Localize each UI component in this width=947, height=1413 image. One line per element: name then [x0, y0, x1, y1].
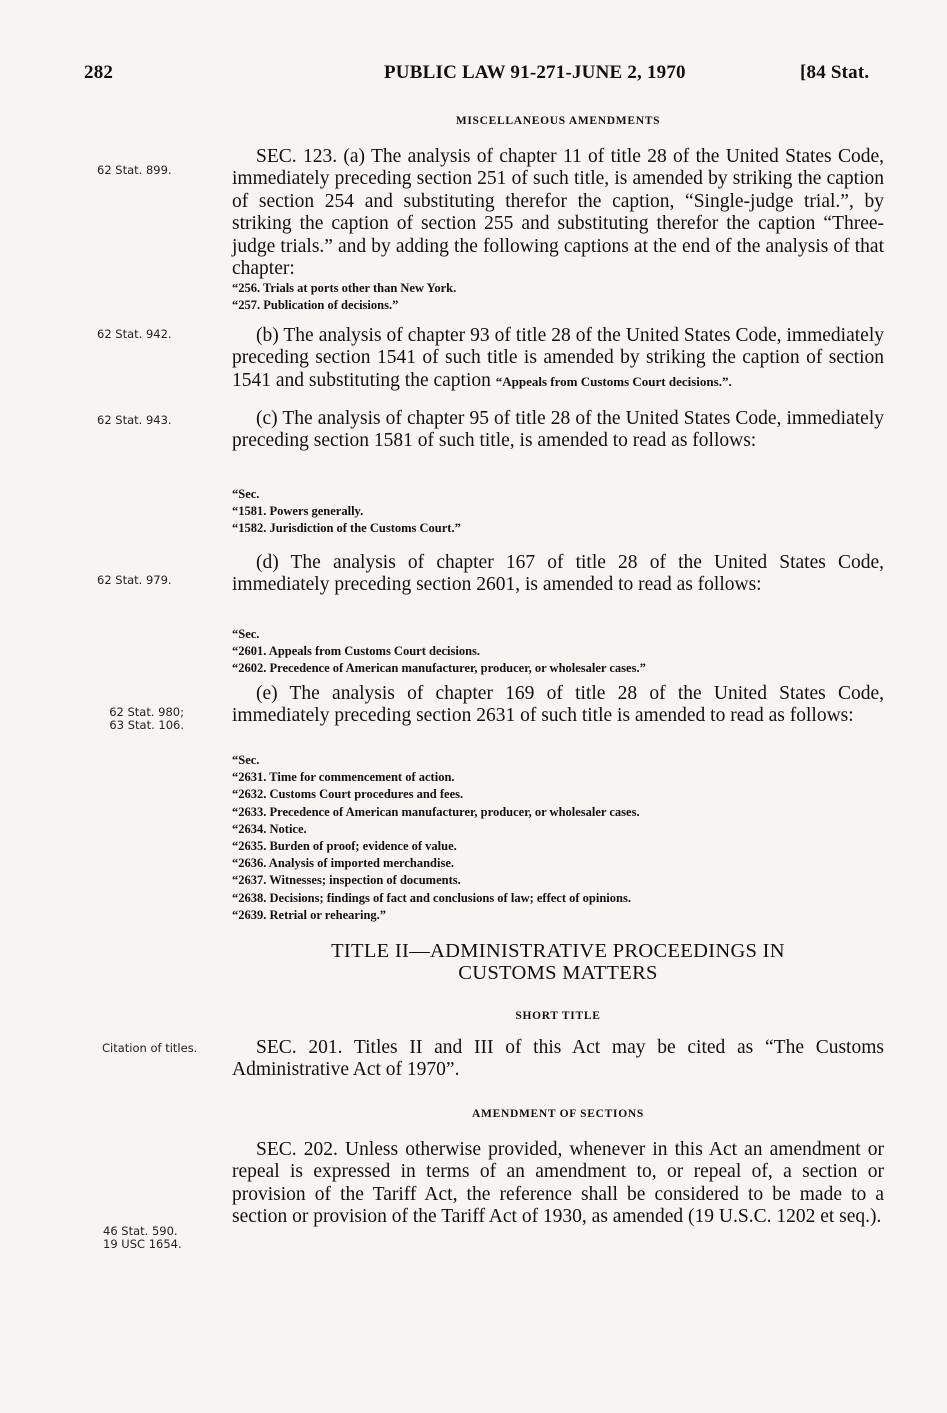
- list-item: “2632. Customs Court procedures and fees.: [232, 787, 464, 802]
- sec-123-a-captions: [232, 280, 892, 314]
- sec-123-c-list: [232, 486, 892, 538]
- margin-note-line: 62 Stat. 980;: [109, 705, 184, 719]
- sec-123-d: (d) The analysis of chapter 167 of title 28 of the United States Code, immediately preceding section 2601, is amended to read as follows:: [232, 552, 884, 596]
- list-item: “2639. Retrial or rehearing.”: [232, 907, 387, 922]
- sec-123-b-caption: “Appeals from Customs Court decisions.”.: [495, 373, 732, 389]
- list-item: “2601. Appeals from Customs Court decisions.: [232, 644, 481, 659]
- margin-note-line: 63 Stat. 106.: [109, 718, 184, 732]
- sec-123-e-list: [232, 752, 892, 924]
- list-item: “2637. Witnesses; inspection of documents.: [232, 873, 461, 888]
- list-item: “256. Trials at ports other than New York.: [232, 281, 457, 295]
- margin-note-line: 19 USC 1654.: [103, 1237, 182, 1251]
- list-item: “2633. Precedence of American manufacturer, producer, or wholesaler cases.: [232, 804, 640, 819]
- list-item: “257. Publication of decisions.”: [232, 298, 399, 313]
- sec-123-d-list: [232, 626, 892, 678]
- title-ii-line-2: CUSTOMS MATTERS: [458, 962, 658, 984]
- margin-note-62-stat-942: 62 Stat. 942.: [97, 327, 172, 341]
- margin-note-line: 46 Stat. 590.: [103, 1224, 178, 1238]
- sec-123-a: SEC. 123. (a) The analysis of chapter 11 of title 28 of the United States Code, immediately preceding section 251 of such title, is amended by striking the caption of section 254 and substituting therefor the caption, “Single-judge trial.”, by striking the caption of section 255 and substituting therefor the caption “Three-judge trials.” and by adding the following captions at the end of the analysis of that chapter:: [232, 146, 884, 280]
- list-item: “1581. Powers generally.: [232, 504, 364, 519]
- list-item: “2635. Burden of proof; evidence of value.: [232, 839, 457, 854]
- short-title-heading: SHORT TITLE: [515, 1010, 601, 1022]
- margin-note-62-stat-980: [98, 706, 184, 732]
- list-item: “2636. Analysis of imported merchandise.: [232, 856, 454, 871]
- list-item: “2638. Decisions; findings of fact and conclusions of law; effect of opinions.: [232, 890, 631, 905]
- title-ii-heading: [232, 940, 884, 984]
- sec-123-c: (c) The analysis of chapter 95 of title 28 of the United States Code, immediately preceding section 1581 of such title, is amended to read as follows:: [232, 408, 884, 452]
- list-item: “1582. Jurisdiction of the Customs Court.”: [232, 521, 461, 536]
- list-item: “2631. Time for commencement of action.: [232, 770, 455, 785]
- stat-volume-ref: [84 Stat.: [800, 62, 870, 83]
- list-item: “2634. Notice.: [232, 821, 307, 836]
- sec-202: SEC. 202. Unless otherwise provided, whenever in this Act an amendment or repeal is expressed in terms of an amendment to, or repeal of, a section or provision of the Tariff Act, the reference shall be considered to be made to a section or provision of the Tariff Act of 1930, as amended (19 U.S.C. 1202 et seq.).: [232, 1139, 884, 1228]
- list-item: “2602. Precedence of American manufacturer, producer, or wholesaler cases.”: [232, 661, 646, 676]
- margin-note-46-stat-590: [103, 1225, 182, 1251]
- page-number: 282: [84, 62, 114, 83]
- sec-123-e: (e) The analysis of chapter 169 of title 28 of the United States Code, immediately preceding section 2631 of such title is amended to read as follows:: [232, 683, 884, 727]
- running-title: PUBLIC LAW 91-271-JUNE 2, 1970: [384, 62, 686, 83]
- title-ii-line-1: TITLE II—ADMINISTRATIVE PROCEEDINGS IN: [331, 940, 785, 962]
- amendment-of-sections-heading: AMENDMENT OF SECTIONS: [472, 1108, 644, 1120]
- list-item: “Sec.: [232, 627, 260, 641]
- sec-201: SEC. 201. Titles II and III of this Act may be cited as “The Customs Administrative Act of 1970”.: [232, 1037, 884, 1081]
- sec-123-b-text: (b) The analysis of chapter 93 of title 28 of the United States Code, immediately preceding section 1541 of such title is amended by striking the caption of section 1541 and substituting the caption: [232, 325, 884, 391]
- misc-amendments-heading: MISCELLANEOUS AMENDMENTS: [455, 115, 661, 127]
- list-item: “Sec.: [232, 753, 260, 767]
- margin-note-62-stat-899: 62 Stat. 899.: [97, 163, 172, 177]
- list-item: “Sec.: [232, 487, 260, 501]
- margin-note-62-stat-979: 62 Stat. 979.: [97, 573, 172, 587]
- sec-123-b: [232, 325, 884, 393]
- margin-note-62-stat-943: 62 Stat. 943.: [97, 413, 172, 427]
- margin-note-citation-of-titles: Citation of titles.: [102, 1041, 198, 1055]
